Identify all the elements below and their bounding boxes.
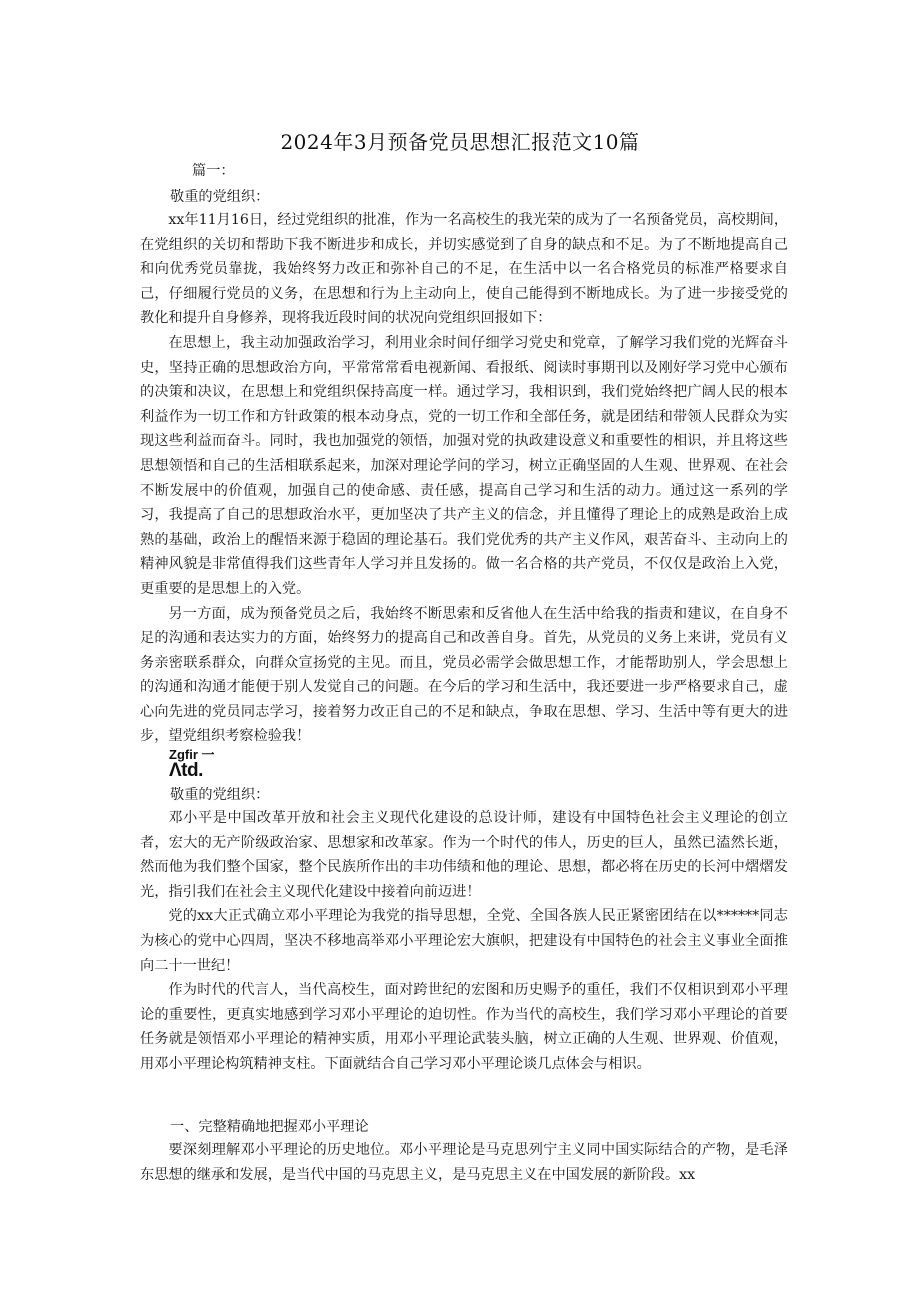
paragraph: 要深刻理解邓小平理论的历史地位。邓小平理论是马克思列宁主义同中国实际结合的产物，是毛泽东思想的继承和发展，是当代中国的马克思主义，是马克思主义在中国发展的新阶段。xx: [140, 1142, 788, 1183]
greeting-1: 敬重的党组织：: [170, 189, 270, 205]
paragraph: 在思想上，我主动加强政治学习，利用业余时间仔细学习党史和党章，了解学习我们党的光辉奋斗史，坚持正确的思想政治方向，平常常常看电视新闻、看报纸、阅读时事期刊以及刚好学习党中心颁布的决策和决议，在思想上和党组织保持高度一样。通过学习，我相识到，我们党始终把广阔人民的根本利益作为一切工作和方针政策的根本动身点，党的一切工作和全部任务，就是团结和带领人民群众为实现这些利益而奋斗。同时，我也加强党的领悟，加强对党的执政建设意义和重要性的相识，并且将这些思想领悟和自己的生活相联系起来，加深对理论学问的学习，树立正确坚固的人生观、世界观、在社会不断发展中的价值观，加强自己的使命感、责任感，提高自己学习和生活的动力。通过这一系列的学习，我提高了自己的思想政治水平，更加坚决了共产主义的信念，并且懂得了理论上的成熟是政治上成熟的基础，政治上的醒悟来源于稳固的理论基石。我们党优秀的共产主义作风，艰苦奋斗、主动向上的精神风貌是非常值得我们这些青年人学习并且发扬的。做一名合格的共产党员，不仅仅是政治上入党，更重要的是思想上的入党。: [140, 334, 788, 597]
paragraph: 作为时代的代言人，当代高校生，面对跨世纪的宏图和历史赐予的重任，我们不仅相识到邓小平理论的重要性，更真实地感到学习邓小平理论的迫切性。作为当代的高校生，我们学习邓小平理论的首要任务就是领悟邓小平理论的精神实质，用邓小平理论武装头脑，树立正确的人生观、世界观、价值观，用邓小平理论构筑精神支柱。下面就结合自己学习邓小平理论谈几点体会与相识。: [140, 982, 788, 1072]
paragraph: 另一方面，成为预备党员之后，我始终不断思索和反省他人在生活中给我的指责和建议，在自身不足的沟通和表达实力的方面，始终努力的提高自己和改善自身。首先，从党员的义务上来讲，党员有义务亲密联系群众，向群众宣扬党的主见。而且，党员必需学会做思想工作，才能帮助别人，学会思想上的沟通和沟通才能便于别人发觉自己的问题。在今后的学习和生活中，我还要进一步严格要求自己，虚心向先进的党员同志学习，接着努力改正自己的不足和缺点，争取在思想、学习、生活中等有更大的进步，望党组织考察检验我！: [140, 605, 788, 745]
section-2-mark-bottom: Λtd.: [169, 760, 203, 781]
section-2-mark-top: Zgfir 一: [169, 747, 215, 762]
section-2-body: [140, 806, 788, 1077]
paragraph: 邓小平是中国改革开放和社会主义现代化建设的总设计师，建设有中国特色社会主义理论的创立者，宏大的无产阶级政治家、思想家和改革家。作为一个时代的伟人，历史的巨人，虽然已溘然长逝，然而他为我们整个国家，整个民族所作出的丰功伟绩和他的理论、思想，都必将在历史的长河中熠熠发光，指引我们在社会主义现代化建设中接着向前迈进！: [140, 810, 788, 900]
section-1-body: [140, 208, 788, 749]
section-heading: 一、完整精确地把握邓小平理论: [170, 1119, 369, 1135]
paragraph: xx年11月16日，经过党组织的批准，作为一名高校生的我光荣的成为了一名预备党员，高校期间，在党组织的关切和帮助下我不断进步和成长，并切实感觉到了自身的缺点和不足。为了不断地提高自己和向优秀党员靠拢，我始终努力改正和弥补自己的不足，在生活中以一名合格党员的标准严格要求自己，仔细履行党员的义务，在思想和行为上主动向上，使自己能得到不断地成长。为了进一步接受党的教化和提升自身修养，现将我近段时间的状况向党组织回报如下：: [140, 212, 789, 327]
document-title: 2024年3月预备党员思想汇报范文10篇: [280, 130, 640, 154]
section-2-last: [140, 1138, 788, 1187]
paragraph: 党的xx大正式确立邓小平理论为我党的指导思想，全党、全国各族人民正紧密团结在以******同志为核心的党中心四周，坚决不移地高举邓小平理论宏大旗帜，把建设有中国特色的社会主义事业全面推向二十一世纪！: [140, 908, 788, 974]
greeting-2: 敬重的党组织：: [170, 787, 270, 803]
section-label: 篇一：: [192, 163, 235, 179]
